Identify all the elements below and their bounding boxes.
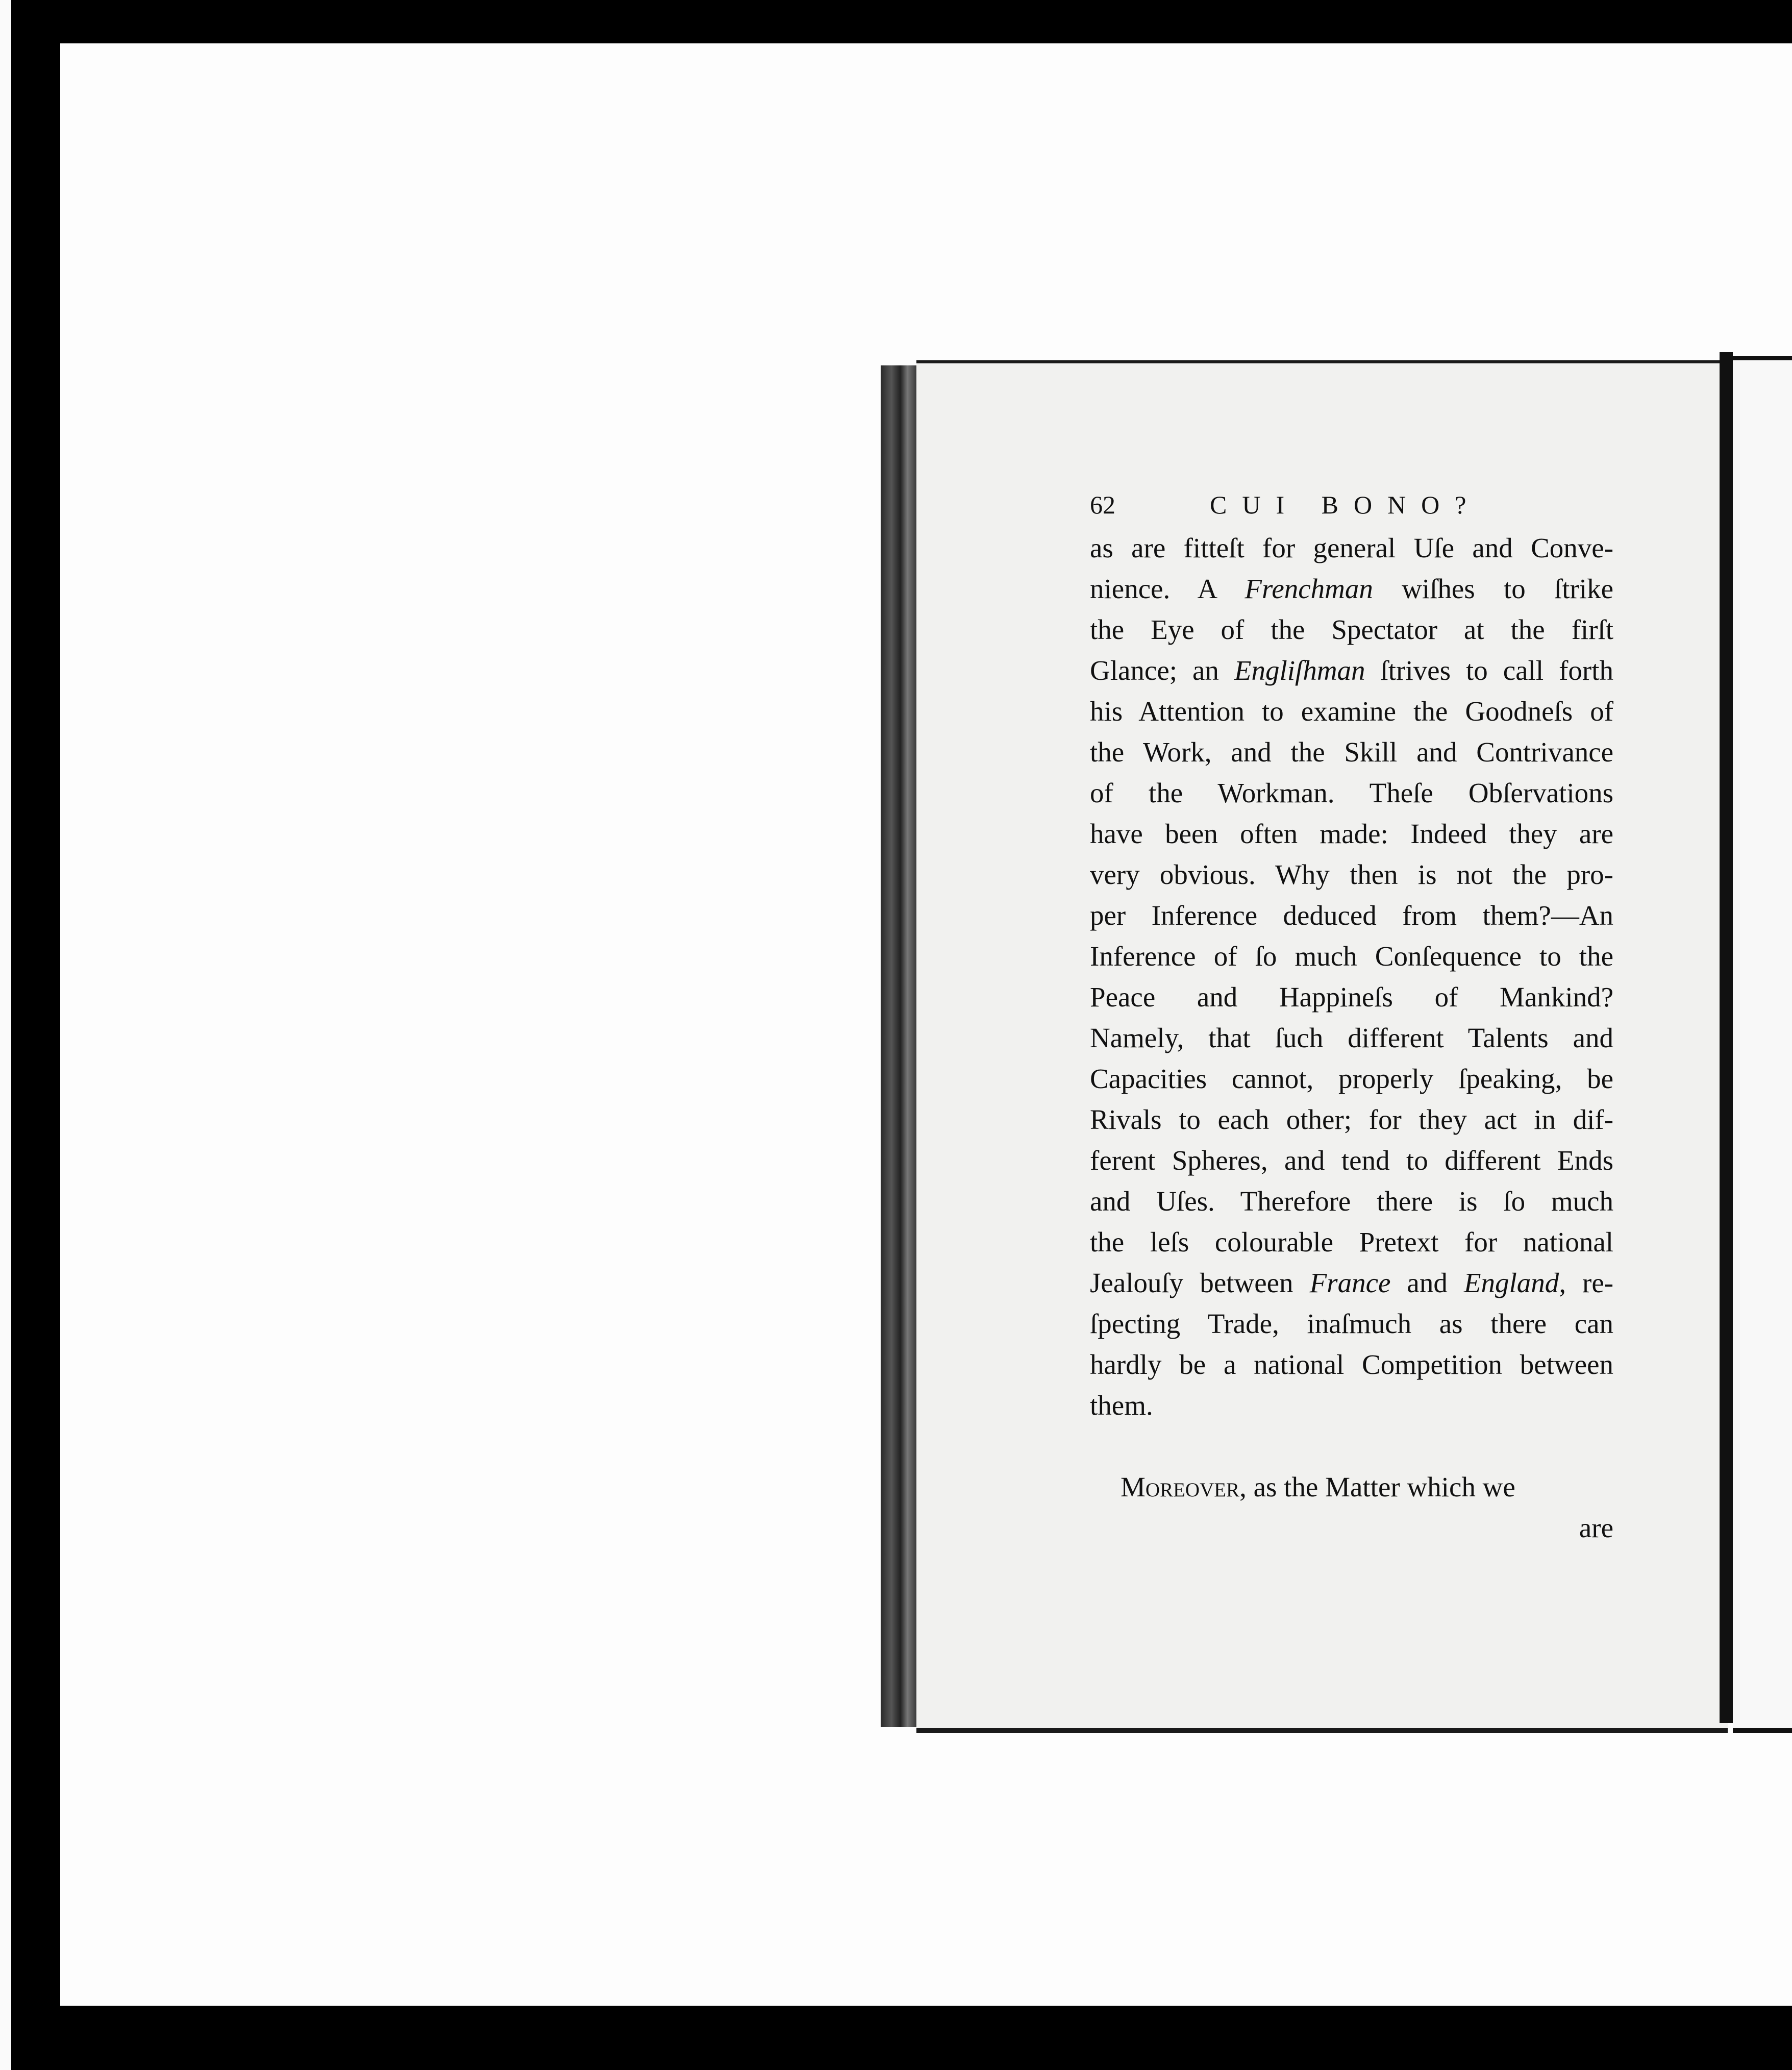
text-line: Glance; an Engliſhman ſtrives to call forth [1090, 655, 1613, 686]
text-line: have been often made: Indeed they are [1090, 818, 1613, 849]
text-line: per Inference deduced from them?—An [1090, 900, 1613, 931]
text-line: and Uſes. Therefore there is ſo much [1090, 1186, 1613, 1217]
text-line: ſpecting Trade, inaſmuch as there can [1090, 1308, 1613, 1339]
line-text: as the Matter which we [1253, 1471, 1515, 1502]
text-line: nience. A Frenchman wiſhes to ſtrike [1090, 573, 1613, 604]
text-line: Namely, that ſuch different Talents and [1090, 1022, 1613, 1053]
text-line: the Eye of the Spectator at the firſt [1090, 614, 1613, 645]
running-title: CUI BONO? [1210, 490, 1482, 519]
text-line: as are fitteſt for general Uſe and Conve- [1090, 532, 1613, 563]
book-gutter [881, 365, 916, 1727]
paragraph-gap [1090, 1426, 1613, 1467]
facing-page-edge [1733, 356, 1792, 1733]
text-line: very obvious. Why then is not the pro- [1090, 859, 1613, 890]
text-line: the Work, and the Skill and Contrivance [1090, 736, 1613, 768]
text-line: the leſs colourable Pretext for national [1090, 1226, 1613, 1258]
running-head [1090, 490, 1613, 528]
text-line: Jealouſy between France and England, re- [1090, 1267, 1613, 1298]
paragraph-opening-line [1090, 1467, 1613, 1508]
text-line: Inference of ſo much Conſequence to the [1090, 941, 1613, 972]
text-line: of the Workman. Theſe Obſervations [1090, 777, 1613, 808]
text-line: them. [1090, 1390, 1153, 1421]
book-fold [1720, 352, 1733, 1723]
page-number: 62 [1090, 490, 1115, 519]
page-text [1090, 490, 1613, 1548]
text-line: Capacities cannot, properly ſpeaking, be [1090, 1063, 1613, 1094]
text-line: his Attention to examine the Goodneſs of [1090, 696, 1613, 727]
catchword: are [1579, 1512, 1613, 1543]
scan-left-border [11, 0, 60, 2070]
lead-word: Moreover, [1121, 1471, 1247, 1502]
text-line: Rivals to each other; for they act in dif- [1090, 1104, 1613, 1135]
text-line: ferent Spheres, and tend to different Ends [1090, 1145, 1613, 1176]
text-line: hardly be a national Competition between [1090, 1349, 1613, 1380]
text-line: Peace and Happineſs of Mankind? [1090, 981, 1613, 1013]
paragraph [1090, 528, 1613, 1426]
scan-left-strip [0, 0, 11, 2070]
